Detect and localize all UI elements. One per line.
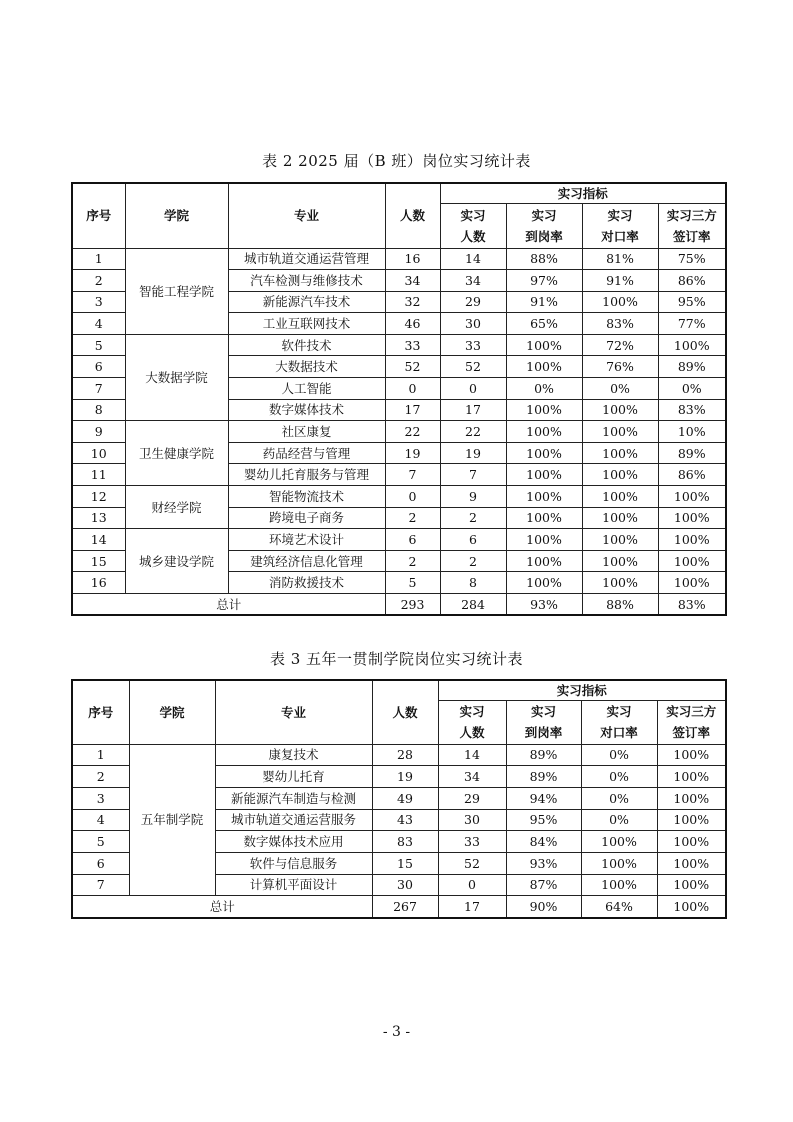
- header-seq: 序号: [72, 680, 129, 744]
- intern-count-cell: 2: [440, 550, 506, 572]
- match-rate-cell: 0%: [582, 378, 658, 400]
- count-cell: 16: [385, 248, 440, 270]
- contract-rate-cell: 100%: [658, 486, 726, 508]
- count-cell: 7: [385, 464, 440, 486]
- match-rate-cell: 100%: [582, 464, 658, 486]
- header-contract-rate: 实习三方 签订率: [658, 203, 726, 248]
- intern-count-cell: 14: [440, 248, 506, 270]
- count-cell: 52: [385, 356, 440, 378]
- arrival-rate-cell: 89%: [506, 744, 581, 766]
- match-rate-cell: 100%: [582, 486, 658, 508]
- intern-count-cell: 2: [440, 507, 506, 529]
- arrival-rate-cell: 100%: [506, 572, 582, 594]
- seq-cell: 4: [72, 809, 129, 831]
- seq-cell: 5: [72, 831, 129, 853]
- count-cell: 2: [385, 507, 440, 529]
- seq-cell: 10: [72, 442, 125, 464]
- header-match-rate: 实习 对口率: [582, 203, 658, 248]
- major-cell: 城市轨道交通运营服务: [215, 809, 372, 831]
- intern-count-cell: 33: [440, 334, 506, 356]
- seq-cell: 15: [72, 550, 125, 572]
- match-rate-cell: 91%: [582, 270, 658, 292]
- seq-cell: 1: [72, 744, 129, 766]
- seq-cell: 16: [72, 572, 125, 594]
- intern-count-cell: 52: [438, 852, 506, 874]
- intern-count-cell: 8: [440, 572, 506, 594]
- seq-cell: 14: [72, 529, 125, 551]
- header-college: 学院: [125, 183, 228, 248]
- major-cell: 社区康复: [228, 421, 385, 443]
- count-cell: 19: [385, 442, 440, 464]
- seq-cell: 7: [72, 874, 129, 896]
- contract-rate-cell: 86%: [658, 270, 726, 292]
- match-rate-cell: 100%: [581, 874, 657, 896]
- major-cell: 婴幼儿托育: [215, 766, 372, 788]
- arrival-rate-cell: 97%: [506, 270, 582, 292]
- contract-rate-cell: 83%: [658, 399, 726, 421]
- seq-cell: 3: [72, 291, 125, 313]
- arrival-rate-cell: 100%: [506, 421, 582, 443]
- total-count: 267: [372, 896, 438, 918]
- contract-rate-cell: 89%: [658, 442, 726, 464]
- header-arrival-rate: 实习 到岗率: [506, 700, 581, 744]
- count-cell: 17: [385, 399, 440, 421]
- contract-rate-cell: 100%: [657, 787, 726, 809]
- header-major: 专业: [228, 183, 385, 248]
- intern-count-cell: 17: [440, 399, 506, 421]
- arrival-rate-cell: 88%: [506, 248, 582, 270]
- arrival-rate-cell: 100%: [506, 399, 582, 421]
- match-rate-cell: 0%: [581, 766, 657, 788]
- contract-rate-cell: 100%: [657, 744, 726, 766]
- intern-count-cell: 30: [438, 809, 506, 831]
- major-cell: 智能物流技术: [228, 486, 385, 508]
- match-rate-cell: 0%: [581, 809, 657, 831]
- contract-rate-cell: 100%: [658, 529, 726, 551]
- count-cell: 22: [385, 421, 440, 443]
- total-arrival-rate: 93%: [506, 594, 582, 616]
- intern-count-cell: 52: [440, 356, 506, 378]
- intern-count-cell: 33: [438, 831, 506, 853]
- match-rate-cell: 100%: [582, 507, 658, 529]
- contract-rate-cell: 95%: [658, 291, 726, 313]
- table-row: [72, 248, 726, 270]
- arrival-rate-cell: 95%: [506, 809, 581, 831]
- match-rate-cell: 100%: [582, 291, 658, 313]
- arrival-rate-cell: 100%: [506, 356, 582, 378]
- table-row: [72, 334, 726, 356]
- match-rate-cell: 100%: [582, 421, 658, 443]
- seq-cell: 6: [72, 356, 125, 378]
- total-row: [72, 896, 726, 918]
- arrival-rate-cell: 87%: [506, 874, 581, 896]
- college-cell: 大数据学院: [125, 334, 228, 420]
- count-cell: 46: [385, 313, 440, 335]
- intern-count-cell: 34: [438, 766, 506, 788]
- major-cell: 软件技术: [228, 334, 385, 356]
- seq-cell: 12: [72, 486, 125, 508]
- header-intern-count: 实习 人数: [440, 203, 506, 248]
- count-cell: 15: [372, 852, 438, 874]
- header-count: 人数: [385, 183, 440, 248]
- header-major: 专业: [215, 680, 372, 744]
- major-cell: 大数据技术: [228, 356, 385, 378]
- contract-rate-cell: 77%: [658, 313, 726, 335]
- match-rate-cell: 100%: [582, 529, 658, 551]
- total-label: 总计: [72, 594, 385, 616]
- contract-rate-cell: 100%: [657, 874, 726, 896]
- major-cell: 城市轨道交通运营管理: [228, 248, 385, 270]
- seq-cell: 13: [72, 507, 125, 529]
- contract-rate-cell: 100%: [657, 809, 726, 831]
- contract-rate-cell: 0%: [658, 378, 726, 400]
- header-intern-count: 实习 人数: [438, 700, 506, 744]
- table-row: [72, 486, 726, 508]
- major-cell: 环境艺术设计: [228, 529, 385, 551]
- header-contract-rate: 实习三方 签订率: [657, 700, 726, 744]
- total-match-rate: 64%: [581, 896, 657, 918]
- arrival-rate-cell: 94%: [506, 787, 581, 809]
- seq-cell: 6: [72, 852, 129, 874]
- contract-rate-cell: 100%: [658, 334, 726, 356]
- arrival-rate-cell: 100%: [506, 486, 582, 508]
- count-cell: 5: [385, 572, 440, 594]
- intern-count-cell: 29: [440, 291, 506, 313]
- major-cell: 药品经营与管理: [228, 442, 385, 464]
- match-rate-cell: 76%: [582, 356, 658, 378]
- arrival-rate-cell: 100%: [506, 334, 582, 356]
- seq-cell: 5: [72, 334, 125, 356]
- match-rate-cell: 83%: [582, 313, 658, 335]
- header-arrival-rate: 实习 到岗率: [506, 203, 582, 248]
- header-indicator: 实习指标: [438, 680, 726, 700]
- major-cell: 计算机平面设计: [215, 874, 372, 896]
- count-cell: 43: [372, 809, 438, 831]
- total-label: 总计: [72, 896, 372, 918]
- seq-cell: 8: [72, 399, 125, 421]
- count-cell: 83: [372, 831, 438, 853]
- contract-rate-cell: 10%: [658, 421, 726, 443]
- match-rate-cell: 81%: [582, 248, 658, 270]
- arrival-rate-cell: 100%: [506, 529, 582, 551]
- seq-cell: 3: [72, 787, 129, 809]
- match-rate-cell: 100%: [582, 572, 658, 594]
- table3: [71, 679, 727, 919]
- intern-count-cell: 19: [440, 442, 506, 464]
- total-intern-count: 17: [438, 896, 506, 918]
- contract-rate-cell: 100%: [657, 766, 726, 788]
- major-cell: 婴幼儿托育服务与管理: [228, 464, 385, 486]
- match-rate-cell: 100%: [582, 442, 658, 464]
- major-cell: 人工智能: [228, 378, 385, 400]
- header-match-rate: 实习 对口率: [581, 700, 657, 744]
- arrival-rate-cell: 0%: [506, 378, 582, 400]
- total-match-rate: 88%: [582, 594, 658, 616]
- intern-count-cell: 30: [440, 313, 506, 335]
- contract-rate-cell: 100%: [657, 831, 726, 853]
- table-row: [72, 529, 726, 551]
- arrival-rate-cell: 100%: [506, 464, 582, 486]
- header-seq: 序号: [72, 183, 125, 248]
- contract-rate-cell: 86%: [658, 464, 726, 486]
- contract-rate-cell: 75%: [658, 248, 726, 270]
- match-rate-cell: 100%: [581, 852, 657, 874]
- contract-rate-cell: 100%: [658, 572, 726, 594]
- intern-count-cell: 0: [440, 378, 506, 400]
- seq-cell: 4: [72, 313, 125, 335]
- page-number: - 3 -: [382, 1024, 411, 1040]
- table3-caption: 表 3 五年一贯制学院岗位实习统计表: [269, 650, 524, 668]
- match-rate-cell: 100%: [582, 550, 658, 572]
- major-cell: 消防救援技术: [228, 572, 385, 594]
- arrival-rate-cell: 100%: [506, 442, 582, 464]
- total-row: [72, 594, 726, 616]
- intern-count-cell: 29: [438, 787, 506, 809]
- arrival-rate-cell: 93%: [506, 852, 581, 874]
- college-cell: 五年制学院: [129, 744, 215, 896]
- count-cell: 0: [385, 378, 440, 400]
- arrival-rate-cell: 89%: [506, 766, 581, 788]
- total-contract-rate: 100%: [657, 896, 726, 918]
- count-cell: 32: [385, 291, 440, 313]
- major-cell: 数字媒体技术应用: [215, 831, 372, 853]
- count-cell: 49: [372, 787, 438, 809]
- table-row: [72, 421, 726, 443]
- seq-cell: 1: [72, 248, 125, 270]
- intern-count-cell: 6: [440, 529, 506, 551]
- college-cell: 卫生健康学院: [125, 421, 228, 486]
- contract-rate-cell: 100%: [658, 550, 726, 572]
- college-cell: 智能工程学院: [125, 248, 228, 334]
- college-cell: 财经学院: [125, 486, 228, 529]
- match-rate-cell: 72%: [582, 334, 658, 356]
- match-rate-cell: 0%: [581, 787, 657, 809]
- arrival-rate-cell: 100%: [506, 507, 582, 529]
- seq-cell: 2: [72, 270, 125, 292]
- intern-count-cell: 7: [440, 464, 506, 486]
- intern-count-cell: 0: [438, 874, 506, 896]
- seq-cell: 7: [72, 378, 125, 400]
- header-indicator: 实习指标: [440, 183, 726, 203]
- table2: [71, 182, 727, 616]
- major-cell: 数字媒体技术: [228, 399, 385, 421]
- contract-rate-cell: 89%: [658, 356, 726, 378]
- arrival-rate-cell: 84%: [506, 831, 581, 853]
- header-college: 学院: [129, 680, 215, 744]
- count-cell: 0: [385, 486, 440, 508]
- count-cell: 28: [372, 744, 438, 766]
- total-intern-count: 284: [440, 594, 506, 616]
- major-cell: 新能源汽车制造与检测: [215, 787, 372, 809]
- match-rate-cell: 0%: [581, 744, 657, 766]
- count-cell: 33: [385, 334, 440, 356]
- major-cell: 工业互联网技术: [228, 313, 385, 335]
- intern-count-cell: 14: [438, 744, 506, 766]
- seq-cell: 2: [72, 766, 129, 788]
- contract-rate-cell: 100%: [657, 852, 726, 874]
- major-cell: 新能源汽车技术: [228, 291, 385, 313]
- total-contract-rate: 83%: [658, 594, 726, 616]
- contract-rate-cell: 100%: [658, 507, 726, 529]
- major-cell: 汽车检测与维修技术: [228, 270, 385, 292]
- college-cell: 城乡建设学院: [125, 529, 228, 594]
- table-row: [72, 744, 726, 766]
- total-count: 293: [385, 594, 440, 616]
- major-cell: 跨境电子商务: [228, 507, 385, 529]
- major-cell: 软件与信息服务: [215, 852, 372, 874]
- intern-count-cell: 9: [440, 486, 506, 508]
- seq-cell: 9: [72, 421, 125, 443]
- major-cell: 建筑经济信息化管理: [228, 550, 385, 572]
- count-cell: 19: [372, 766, 438, 788]
- seq-cell: 11: [72, 464, 125, 486]
- arrival-rate-cell: 65%: [506, 313, 582, 335]
- total-arrival-rate: 90%: [506, 896, 581, 918]
- count-cell: 34: [385, 270, 440, 292]
- match-rate-cell: 100%: [581, 831, 657, 853]
- major-cell: 康复技术: [215, 744, 372, 766]
- intern-count-cell: 34: [440, 270, 506, 292]
- arrival-rate-cell: 91%: [506, 291, 582, 313]
- header-count: 人数: [372, 680, 438, 744]
- table2-caption: 表 2 2025 届（B 班）岗位实习统计表: [262, 152, 531, 170]
- match-rate-cell: 100%: [582, 399, 658, 421]
- intern-count-cell: 22: [440, 421, 506, 443]
- arrival-rate-cell: 100%: [506, 550, 582, 572]
- count-cell: 2: [385, 550, 440, 572]
- count-cell: 30: [372, 874, 438, 896]
- count-cell: 6: [385, 529, 440, 551]
